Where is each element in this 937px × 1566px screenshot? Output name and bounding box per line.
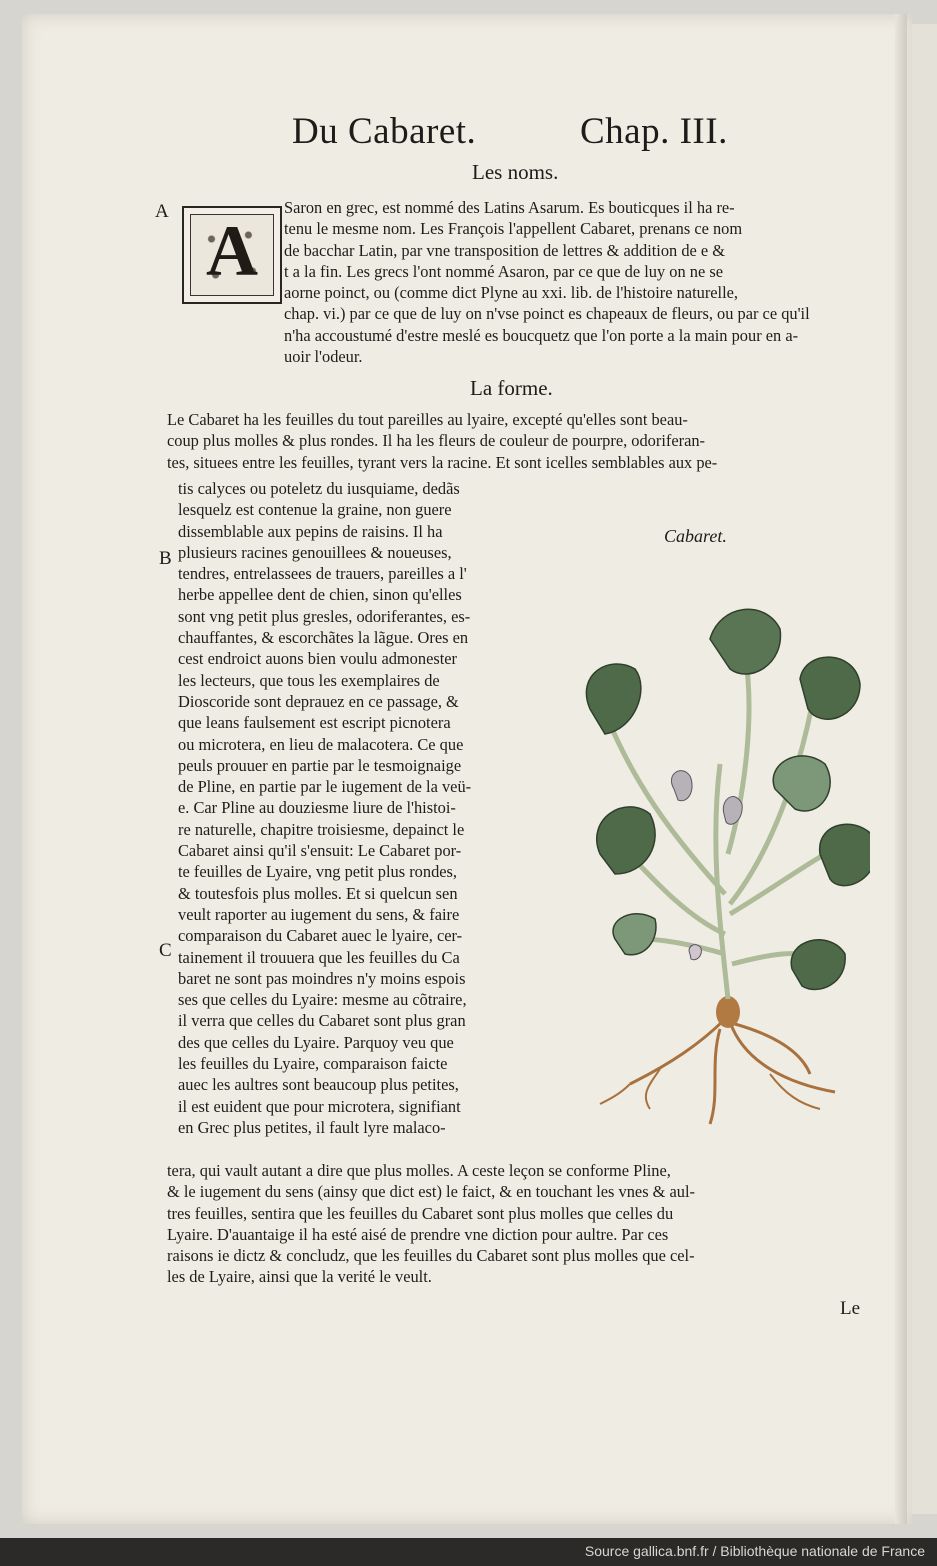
book-page: [22, 14, 912, 1524]
plant-rhizome: [716, 996, 740, 1028]
plant-roots: [600, 1019, 835, 1124]
running-header: [22, 110, 912, 160]
illustration-caption: Cabaret.: [664, 526, 727, 546]
forme-column-line: Cabaret ainsi qu'il s'ensuit: Le Cabaret por-: [178, 841, 462, 861]
plant-flowers: [671, 771, 742, 960]
forme-top-line: tes, situees entre les feuilles, tyrant vers la racine. Et sont icelles semblables aux pe-: [167, 452, 718, 472]
forme-bottom-line: tera, qui vault autant a dire que plus molles. A ceste leçon se conforme Pline,: [167, 1161, 671, 1180]
margin-letter-c: C: [159, 940, 172, 961]
catchword: Le: [840, 1298, 861, 1319]
forme-column-line: herbe appellee dent de chien, sinon qu'elles: [178, 585, 462, 605]
forme-top-line: Le Cabaret ha les feuilles du tout pareilles au lyaire, excepté qu'elles sont beau-: [167, 410, 688, 429]
forme-bottom-line: Lyaire. D'auantaige il ha esté aisé de prendre vne diction pour aultre. Par ces: [167, 1224, 669, 1244]
forme-column-line: tainement il trouuera que les feuilles du Ca: [178, 947, 460, 967]
forme-column-line: auec les aultres sont beaucoup plus petites,: [178, 1075, 459, 1095]
forme-column-line: e. Car Pline au douziesme liure de l'histoi-: [178, 798, 456, 818]
forme-column-line: de Pline, en partie par le iugement de la veü-: [178, 777, 472, 797]
forme-column-line: chauffantes, & escorchãtes la lãgue. Ores en: [178, 628, 469, 648]
section-title-noms: Les noms.: [472, 160, 559, 184]
forme-column-line: plusieurs racines genouillees & noueuses,: [178, 542, 452, 562]
noms-line: t a la fin. Les grecs l'ont nommé Asaron, par ce que de luy on ne se: [284, 261, 723, 281]
noms-line: de bacchar Latin, par vne transposition de lettres & addition de e &: [284, 240, 726, 260]
forme-column-line: il verra que celles du Cabaret sont plus gran: [178, 1011, 466, 1031]
forme-top-line: coup plus molles & plus rondes. Il ha les fleurs de couleur de pourpre, odoriferan-: [167, 431, 706, 451]
forme-column-line: il est euident que pour microtera, signifiant: [178, 1096, 461, 1116]
forme-column-line: en Grec plus petites, il fault lyre malaco-: [178, 1117, 446, 1137]
forme-column-line: te feuilles de Lyaire, vng petit plus rondes,: [178, 862, 458, 882]
forme-column-line: tendres, entrelassees de trauers, pareilles a l': [178, 564, 467, 584]
forme-column-line: tis calyces ou poteletz du iusquiame, dedãs: [178, 479, 460, 498]
chapter-number: Chap. III.: [580, 111, 728, 152]
forme-column-line: cest endroict auons bien voulu admonester: [178, 649, 458, 669]
chapter-title: Du Cabaret.: [292, 111, 477, 152]
forme-column-line: peuls prouuer en partie par le tesmoignaige: [178, 755, 462, 775]
forme-bottom-line: tres feuilles, sentira que les feuilles du Cabaret sont plus molles que celles du: [167, 1203, 674, 1223]
page-gutter-shadow: [895, 14, 907, 1524]
forme-column-line: lesquelz est contenue la graine, non guere: [178, 500, 452, 520]
noms-line: tenu le mesme nom. Les François l'appellent Cabaret, prenans ce nom: [284, 219, 743, 239]
margin-letter-b: B: [159, 548, 172, 569]
noms-line: chap. vi.) par ce que de luy on n'vse poinct es chapeaux de fleurs, ou par ce qu'il: [284, 304, 810, 324]
forme-column-line: comparaison du Cabaret auec le lyaire, cer-: [178, 926, 463, 946]
section-title-forme: La forme.: [470, 376, 553, 400]
forme-column-line: ou microtera, en lieu de malacotera. Ce que: [178, 734, 464, 754]
source-attribution: Source gallica.bnf.fr / Bibliothèque nationale de France: [584, 1543, 925, 1559]
noms-line: aorne poinct, ou (comme dict Plyne au xxi. lib. de l'histoire naturelle,: [284, 283, 739, 303]
forme-bottom-line: & le iugement du sens (ainsy que dict est) le faict, & en touchant les vnes & aul-: [167, 1182, 695, 1202]
forme-paragraph-bottom: [167, 1160, 695, 1288]
forme-column-line: & toutesfois plus molles. Et si quelcun sen: [178, 883, 458, 903]
forme-bottom-line: raisons ie dictz & concludz, que les feuilles du Cabaret sont plus molles que cel-: [167, 1246, 695, 1266]
forme-column-line: ses que celles du Lyaire: mesme au cõtraire,: [178, 990, 467, 1010]
forme-column-line: veult raporter au iugement du sens, & faire: [178, 904, 460, 924]
forme-column-line: re naturelle, chapitre troisiesme, depainct le: [178, 819, 465, 839]
forme-column-line: que leans faulsement est escript picnotera: [178, 713, 451, 733]
forme-column-line: les lecteurs, que tous les exemplaires de: [178, 670, 440, 690]
noms-line: n'ha accoustumé d'estre meslé es boucquetz que l'on porte a la main pour en a-: [284, 325, 799, 345]
forme-paragraph-column: [178, 478, 471, 1138]
margin-letter-a: A: [155, 201, 169, 222]
forme-bottom-line: les de Lyaire, ainsi que la verité le veult.: [167, 1267, 432, 1287]
forme-column-line: sont vng petit plus gresles, odoriferantes, es-: [178, 606, 471, 626]
initial-letter: A: [206, 211, 258, 291]
forme-column-line: des que celles du Lyaire. Parquoy veu que: [178, 1032, 454, 1052]
noms-line: Saron en grec, est nommé des Latins Asarum. Es bouticques il ha re-: [284, 198, 735, 217]
noms-line: uoir l'odeur.: [284, 347, 363, 367]
decorated-initial: [182, 206, 282, 304]
forme-column-line: dissemblable aux pepins de raisins. Il ha: [178, 521, 443, 541]
source-footer: [0, 1538, 937, 1566]
noms-paragraph: [284, 197, 810, 367]
forme-column-line: Dioscoride sont deprauez en ce passage, &: [178, 691, 459, 711]
cabaret-plant-illustration: [570, 594, 870, 1154]
forme-column-line: les feuilles du Lyaire, comparaison faicte: [178, 1054, 448, 1074]
forme-column-line: baret ne sont pas moindres n'y moins espois: [178, 968, 466, 988]
forme-paragraph-top: [167, 409, 717, 473]
